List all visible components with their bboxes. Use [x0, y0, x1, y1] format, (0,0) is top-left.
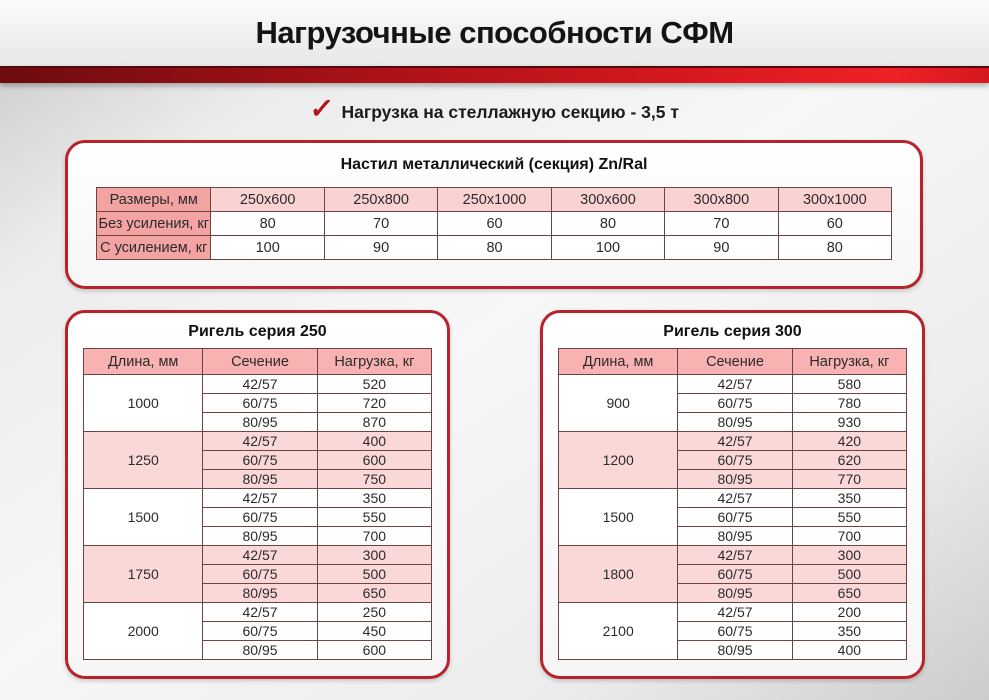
- deck-size-header: 250x800: [324, 188, 437, 212]
- deck-load-value: 100: [211, 236, 324, 260]
- deck-load-value: 90: [665, 236, 778, 260]
- rigel-data-row: [84, 603, 432, 622]
- deck-load-value: 100: [551, 236, 664, 260]
- deck-table: [96, 187, 892, 260]
- section-cell: 80/95: [678, 584, 792, 603]
- rigel-300-title: Ригель серия 300: [663, 323, 802, 340]
- load-cell: 750: [317, 470, 431, 489]
- rigel-data-row: [84, 489, 432, 508]
- load-cell: 300: [792, 546, 906, 565]
- length-cell: 1800: [559, 546, 678, 603]
- length-cell: 900: [559, 375, 678, 432]
- load-cell: 350: [792, 489, 906, 508]
- section-cell: 42/57: [678, 603, 792, 622]
- column-header: Нагрузка, кг: [317, 349, 431, 375]
- section-cell: 42/57: [203, 375, 317, 394]
- rigel-data-row: [84, 432, 432, 451]
- load-cell: 400: [792, 641, 906, 660]
- load-cell: 400: [317, 432, 431, 451]
- load-cell: 500: [792, 565, 906, 584]
- deck-size-header: 250x600: [211, 188, 324, 212]
- section-cell: 42/57: [203, 546, 317, 565]
- load-cell: 300: [317, 546, 431, 565]
- load-cell: 600: [317, 451, 431, 470]
- section-cell: 42/57: [203, 489, 317, 508]
- rigel-data-row: [84, 546, 432, 565]
- load-cell: 350: [792, 622, 906, 641]
- length-cell: 1250: [84, 432, 203, 489]
- load-cell: 620: [792, 451, 906, 470]
- section-cell: 60/75: [203, 622, 317, 641]
- column-header: Длина, мм: [559, 349, 678, 375]
- load-cell: 720: [317, 394, 431, 413]
- load-cell: 650: [792, 584, 906, 603]
- section-cell: 80/95: [203, 413, 317, 432]
- deck-size-header: 300x1000: [778, 188, 891, 212]
- length-cell: 1500: [84, 489, 203, 546]
- deck-row-label: С усилением, кг: [97, 236, 211, 260]
- load-cell: 200: [792, 603, 906, 622]
- section-load-note-text: Нагрузка на стеллажную секцию - 3,5 т: [341, 101, 679, 122]
- section-cell: 60/75: [203, 508, 317, 527]
- load-cell: 350: [317, 489, 431, 508]
- load-cell: 930: [792, 413, 906, 432]
- rigel-data-row: [559, 489, 907, 508]
- section-cell: 80/95: [203, 470, 317, 489]
- deck-size-header: 250x1000: [438, 188, 551, 212]
- section-cell: 42/57: [678, 489, 792, 508]
- rigel-data-row: [559, 546, 907, 565]
- rigel-300-table: [558, 348, 907, 660]
- length-cell: 1200: [559, 432, 678, 489]
- deck-load-value: 80: [551, 212, 664, 236]
- load-cell: 580: [792, 375, 906, 394]
- section-cell: 80/95: [678, 470, 792, 489]
- deck-row-label: Без усиления, кг: [97, 212, 211, 236]
- rigel-data-row: [559, 432, 907, 451]
- section-cell: 80/95: [678, 527, 792, 546]
- checkmark-icon: ✓: [308, 93, 336, 124]
- section-cell: 60/75: [203, 451, 317, 470]
- section-cell: 42/57: [678, 546, 792, 565]
- section-cell: 42/57: [203, 603, 317, 622]
- rigel-header-row: [84, 349, 432, 375]
- section-cell: 80/95: [678, 641, 792, 660]
- load-cell: 870: [317, 413, 431, 432]
- load-cell: 600: [317, 641, 431, 660]
- length-cell: 2000: [84, 603, 203, 660]
- section-cell: 80/95: [203, 584, 317, 603]
- length-cell: 1750: [84, 546, 203, 603]
- load-cell: 550: [317, 508, 431, 527]
- section-cell: 60/75: [678, 622, 792, 641]
- section-cell: 60/75: [678, 451, 792, 470]
- section-cell: 60/75: [678, 508, 792, 527]
- section-cell: 80/95: [203, 527, 317, 546]
- section-cell: 60/75: [203, 565, 317, 584]
- section-cell: 60/75: [203, 394, 317, 413]
- section-cell: 80/95: [678, 413, 792, 432]
- section-cell: 42/57: [203, 432, 317, 451]
- rigel-data-row: [559, 603, 907, 622]
- deck-load-value: 90: [324, 236, 437, 260]
- deck-load-value: 80: [438, 236, 551, 260]
- column-header: Сечение: [203, 349, 317, 375]
- rigel-250-table: [83, 348, 432, 660]
- page-title: Нагрузочные способности СФМ: [255, 15, 734, 50]
- deck-panel-title: Настил металлический (секция) Zn/Ral: [340, 156, 648, 173]
- column-header: Длина, мм: [84, 349, 203, 375]
- length-cell: 1000: [84, 375, 203, 432]
- section-cell: 42/57: [678, 375, 792, 394]
- rigel-data-row: [559, 375, 907, 394]
- section-cell: 60/75: [678, 565, 792, 584]
- deck-corner-label: Размеры, мм: [97, 188, 211, 212]
- deck-size-header: 300x800: [665, 188, 778, 212]
- load-cell: 700: [792, 527, 906, 546]
- section-cell: 80/95: [203, 641, 317, 660]
- deck-load-value: 80: [211, 212, 324, 236]
- deck-data-row: [97, 236, 892, 260]
- deck-load-value: 70: [665, 212, 778, 236]
- load-cell: 500: [317, 565, 431, 584]
- length-cell: 1500: [559, 489, 678, 546]
- load-cell: 450: [317, 622, 431, 641]
- column-header: Сечение: [678, 349, 792, 375]
- load-cell: 520: [317, 375, 431, 394]
- deck-load-value: 70: [324, 212, 437, 236]
- load-cell: 650: [317, 584, 431, 603]
- deck-load-value: 60: [778, 212, 891, 236]
- deck-load-value: 80: [778, 236, 891, 260]
- deck-panel: [65, 140, 923, 289]
- section-cell: 42/57: [678, 432, 792, 451]
- column-header: Нагрузка, кг: [792, 349, 906, 375]
- load-cell: 770: [792, 470, 906, 489]
- rigel-300-panel: [540, 310, 925, 679]
- rigel-250-title: Ригель серия 250: [188, 323, 327, 340]
- load-cell: 420: [792, 432, 906, 451]
- section-load-note: [0, 93, 989, 126]
- deck-size-header: 300x600: [551, 188, 664, 212]
- header-divider-bar: [0, 66, 989, 83]
- deck-load-value: 60: [438, 212, 551, 236]
- rigel-data-row: [84, 375, 432, 394]
- deck-data-row: [97, 212, 892, 236]
- length-cell: 2100: [559, 603, 678, 660]
- load-cell: 250: [317, 603, 431, 622]
- section-cell: 60/75: [678, 394, 792, 413]
- page-header: [0, 0, 989, 66]
- load-cell: 700: [317, 527, 431, 546]
- load-cell: 550: [792, 508, 906, 527]
- deck-header-row: [97, 188, 892, 212]
- load-cell: 780: [792, 394, 906, 413]
- rigel-header-row: [559, 349, 907, 375]
- rigel-250-panel: [65, 310, 450, 679]
